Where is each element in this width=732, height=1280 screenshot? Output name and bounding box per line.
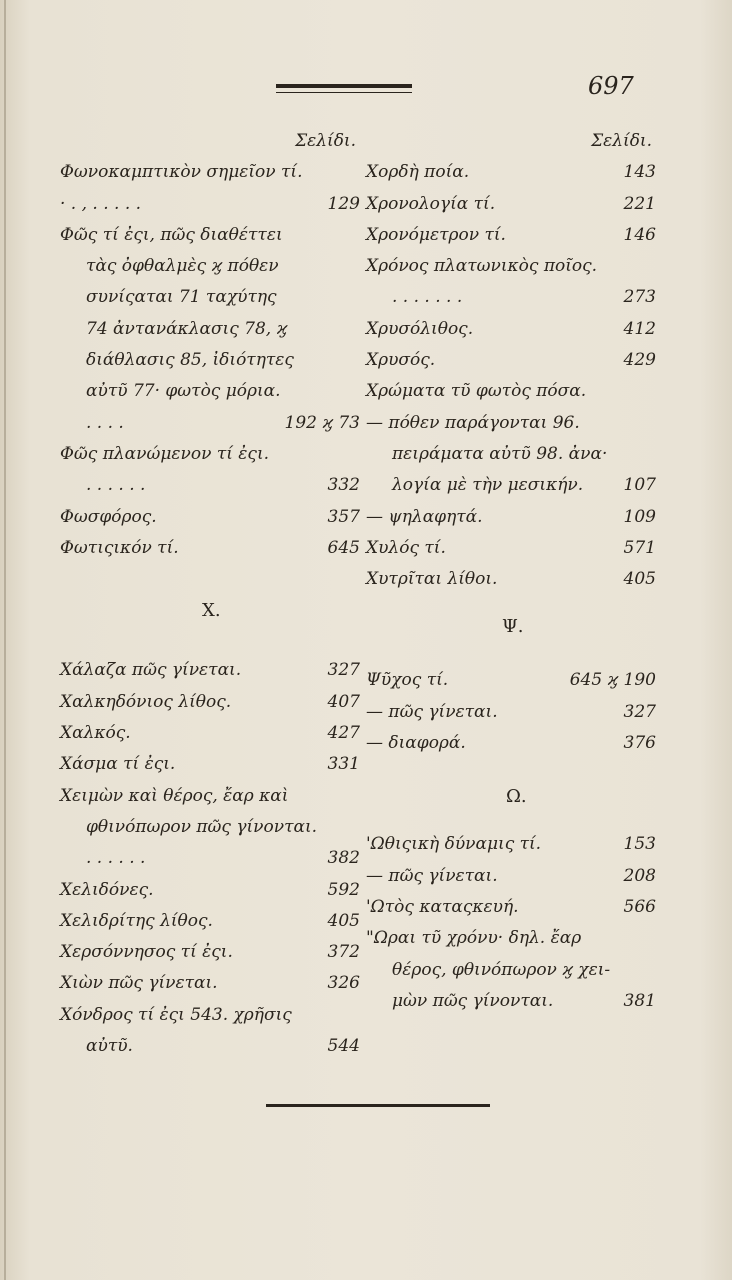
index-entry <box>366 533 656 564</box>
index-entry <box>60 906 360 937</box>
index-entry <box>60 470 360 501</box>
entry-term: Φωτιςικόν τί. <box>60 537 179 558</box>
index-entry <box>60 533 360 564</box>
index-entry <box>366 923 656 954</box>
entry-term: Χάσμα τί ἐςι. <box>60 754 176 775</box>
index-entry <box>366 220 656 251</box>
entry-page-ref: 382 <box>327 848 360 869</box>
entry-page-ref: 381 <box>623 990 656 1011</box>
entry-term: Χρόνος πλατωνικὸς ποῖος. <box>366 256 598 277</box>
entry-term: Χαλκός. <box>60 723 131 744</box>
entry-term: συνίςαται 71 ταχύτης <box>86 287 277 308</box>
index-entry <box>60 1000 360 1031</box>
entry-page-ref: 405 <box>327 910 360 931</box>
entry-term: — πῶς γίνεται. <box>366 865 498 886</box>
entry-term: Χυλός τί. <box>366 537 446 558</box>
entry-term: Χιὼν πῶς γίνεται. <box>60 973 218 994</box>
right-entries <box>366 157 656 595</box>
entry-term: Φωσφόρος. <box>60 506 157 527</box>
entry-term: — πόθεν παράγονται 96. <box>366 412 580 433</box>
entry-term: μὼν πῶς γίνονται. <box>392 990 554 1011</box>
index-entry <box>366 986 656 1017</box>
index-entry <box>366 829 656 860</box>
entry-term: Χρονόμετρον τί. <box>366 224 506 245</box>
entry-page-ref: 571 <box>623 537 656 558</box>
index-entry <box>60 251 360 282</box>
entry-term: 'Ωτὸς καταςκευή. <box>366 896 519 917</box>
entry-page-ref: 376 <box>623 733 656 754</box>
index-entry <box>60 439 360 470</box>
index-entry <box>366 314 656 345</box>
index-entry <box>60 157 360 188</box>
entry-page-ref: 326 <box>327 973 360 994</box>
entry-page-ref: 192 ϗ 73 <box>284 412 360 433</box>
index-entry <box>60 968 360 999</box>
index-entry <box>60 749 360 780</box>
entry-page-ref: 331 <box>327 754 360 775</box>
omega-section-entries <box>366 829 656 1017</box>
entry-page-ref: 332 <box>327 475 360 496</box>
entry-page-ref: 592 <box>327 879 360 900</box>
entry-term: "Ωραι τῦ χρόνυ· δηλ. ἔαρ <box>366 928 582 949</box>
index-entry <box>60 345 360 376</box>
entry-term: λογία μὲ τὴν μεσικήν. <box>392 475 584 496</box>
index-entry <box>60 314 360 345</box>
index-entry <box>60 718 360 749</box>
index-entry <box>366 157 656 188</box>
entry-term: Χαλκηδόνιος λίθος. <box>60 691 232 712</box>
entry-term: πειράματα αὐτῦ 98. ἀνα· <box>392 443 608 464</box>
index-entry <box>60 812 360 843</box>
psi-section-entries <box>366 665 656 759</box>
index-entry <box>60 220 360 251</box>
entry-term: — ψηλαφητά. <box>366 506 483 527</box>
entry-term: Χειμὼν καὶ θέρος, ἔαρ καὶ <box>60 785 289 806</box>
entry-term: — πῶς γίνεται. <box>366 701 498 722</box>
index-entry <box>366 564 656 595</box>
entry-term: τὰς ὀφθαλμὲς ϗ πόθεν <box>86 256 279 277</box>
index-entry <box>366 376 656 407</box>
entry-term: διάθλασις 85, ἰδιότητες <box>86 350 294 371</box>
entry-page-ref: 129 <box>327 193 360 214</box>
entry-term: Χόνδρος τί ἐςι 543. χρῆσις <box>60 1004 292 1025</box>
index-entry <box>366 861 656 892</box>
entry-term: φθινόπωρον πῶς γίνονται. <box>86 816 318 837</box>
footer-rule <box>266 1104 490 1107</box>
entry-term: Ψῦχος τί. <box>366 670 449 691</box>
entry-page-ref: 429 <box>623 350 656 371</box>
entry-term: Χάλαζα πῶς γίνεται. <box>60 660 242 681</box>
index-entry <box>366 697 656 728</box>
entry-page-ref: 645 ϗ 190 <box>569 670 656 691</box>
entry-page-ref: 645 <box>327 537 360 558</box>
entry-term: Χερσόννησος τί ἐςι. <box>60 942 233 963</box>
entry-page-ref: 357 <box>327 506 360 527</box>
entry-page-ref: 221 <box>623 193 656 214</box>
entry-page-ref: 427 <box>327 723 360 744</box>
index-entry <box>366 470 656 501</box>
section-heading-omega: Ω. <box>506 786 527 808</box>
index-entry <box>60 655 360 686</box>
entry-page-ref: 327 <box>623 701 656 722</box>
chi-section-entries <box>60 655 360 1062</box>
index-entry <box>366 728 656 759</box>
page-gutter-edge <box>4 0 6 1280</box>
index-entry <box>60 843 360 874</box>
entry-page-ref: 566 <box>623 896 656 917</box>
entry-term: Χελιδόνες. <box>60 879 154 900</box>
index-entry <box>60 376 360 407</box>
left-column-header: Σελίδι. <box>295 131 356 151</box>
index-entry <box>60 937 360 968</box>
entry-term: Χελιδρίτης λίθος. <box>60 910 213 931</box>
entry-term: θέρος, φθινόπωρον ϗ χει- <box>392 959 611 980</box>
entry-term: Φωνοκαμπτικὸν σημεῖον τί. <box>60 162 303 183</box>
entry-page-ref: 109 <box>623 506 656 527</box>
entry-term: — διαφορά. <box>366 733 466 754</box>
entry-page-ref: 143 <box>623 162 656 183</box>
entry-page-ref: 153 <box>623 834 656 855</box>
entry-term: · . , . . . . . <box>60 193 142 214</box>
entry-page-ref: 273 <box>623 287 656 308</box>
entry-term: Χρονολογία τί. <box>366 193 496 214</box>
entry-page-ref: 372 <box>327 942 360 963</box>
index-entry <box>366 439 656 470</box>
index-entry <box>60 687 360 718</box>
index-entry <box>60 189 360 220</box>
entry-term: Φῶς τί ἐςι, πῶς διαθέττει <box>60 224 283 245</box>
entry-term: . . . . . . <box>86 475 146 496</box>
entry-page-ref: 544 <box>327 1036 360 1057</box>
entry-page-ref: 107 <box>623 475 656 496</box>
entry-page-ref: 208 <box>623 865 656 886</box>
entry-page-ref: 405 <box>623 569 656 590</box>
entry-term: 'Ωθιςικὴ δύναμις τί. <box>366 834 542 855</box>
index-entry <box>366 892 656 923</box>
entry-term: Φῶς πλανώμενον τί ἐςι. <box>60 443 270 464</box>
index-entry <box>366 955 656 986</box>
index-entry <box>60 875 360 906</box>
section-heading-chi: Χ. <box>202 600 221 622</box>
left-entries <box>60 157 360 564</box>
index-entry <box>60 1031 360 1062</box>
header-rule-thin <box>276 92 412 93</box>
index-entry <box>60 282 360 313</box>
entry-page-ref: 412 <box>623 318 656 339</box>
index-entry <box>366 189 656 220</box>
index-entry <box>366 408 656 439</box>
index-entry <box>366 665 656 696</box>
header-rule-thick <box>276 84 412 88</box>
entry-term: . . . . . . <box>86 848 146 869</box>
entry-term: Χρώματα τῦ φωτὸς πόσα. <box>366 381 587 402</box>
left-index-column <box>60 126 360 1062</box>
index-entry <box>60 502 360 533</box>
index-entry <box>60 781 360 812</box>
index-entry <box>366 502 656 533</box>
entry-term: αὐτῦ. <box>86 1036 133 1057</box>
right-index-column <box>366 126 656 1017</box>
right-column-header: Σελίδι. <box>591 131 652 151</box>
index-entry <box>366 282 656 313</box>
entry-term: Χυτρῖται λίθοι. <box>366 569 498 590</box>
entry-page-ref: 327 <box>327 660 360 681</box>
entry-term: Χρυσόλιθος. <box>366 318 474 339</box>
entry-term: Χορδὴ ποία. <box>366 162 470 183</box>
entry-term: αὐτῦ 77· φωτὸς μόρια. <box>86 381 281 402</box>
entry-page-ref: 146 <box>623 224 656 245</box>
page-number: 697 <box>588 72 634 100</box>
index-entry <box>366 345 656 376</box>
index-entry <box>366 251 656 282</box>
section-heading-psi: Ψ. <box>502 616 524 638</box>
entry-page-ref: 407 <box>327 691 360 712</box>
entry-term: . . . . <box>86 412 124 433</box>
index-entry <box>60 408 360 439</box>
entry-term: . . . . . . . <box>392 287 463 308</box>
entry-term: Χρυσός. <box>366 350 436 371</box>
entry-term: 74 ἀντανάκλασις 78, ϗ <box>86 318 288 339</box>
